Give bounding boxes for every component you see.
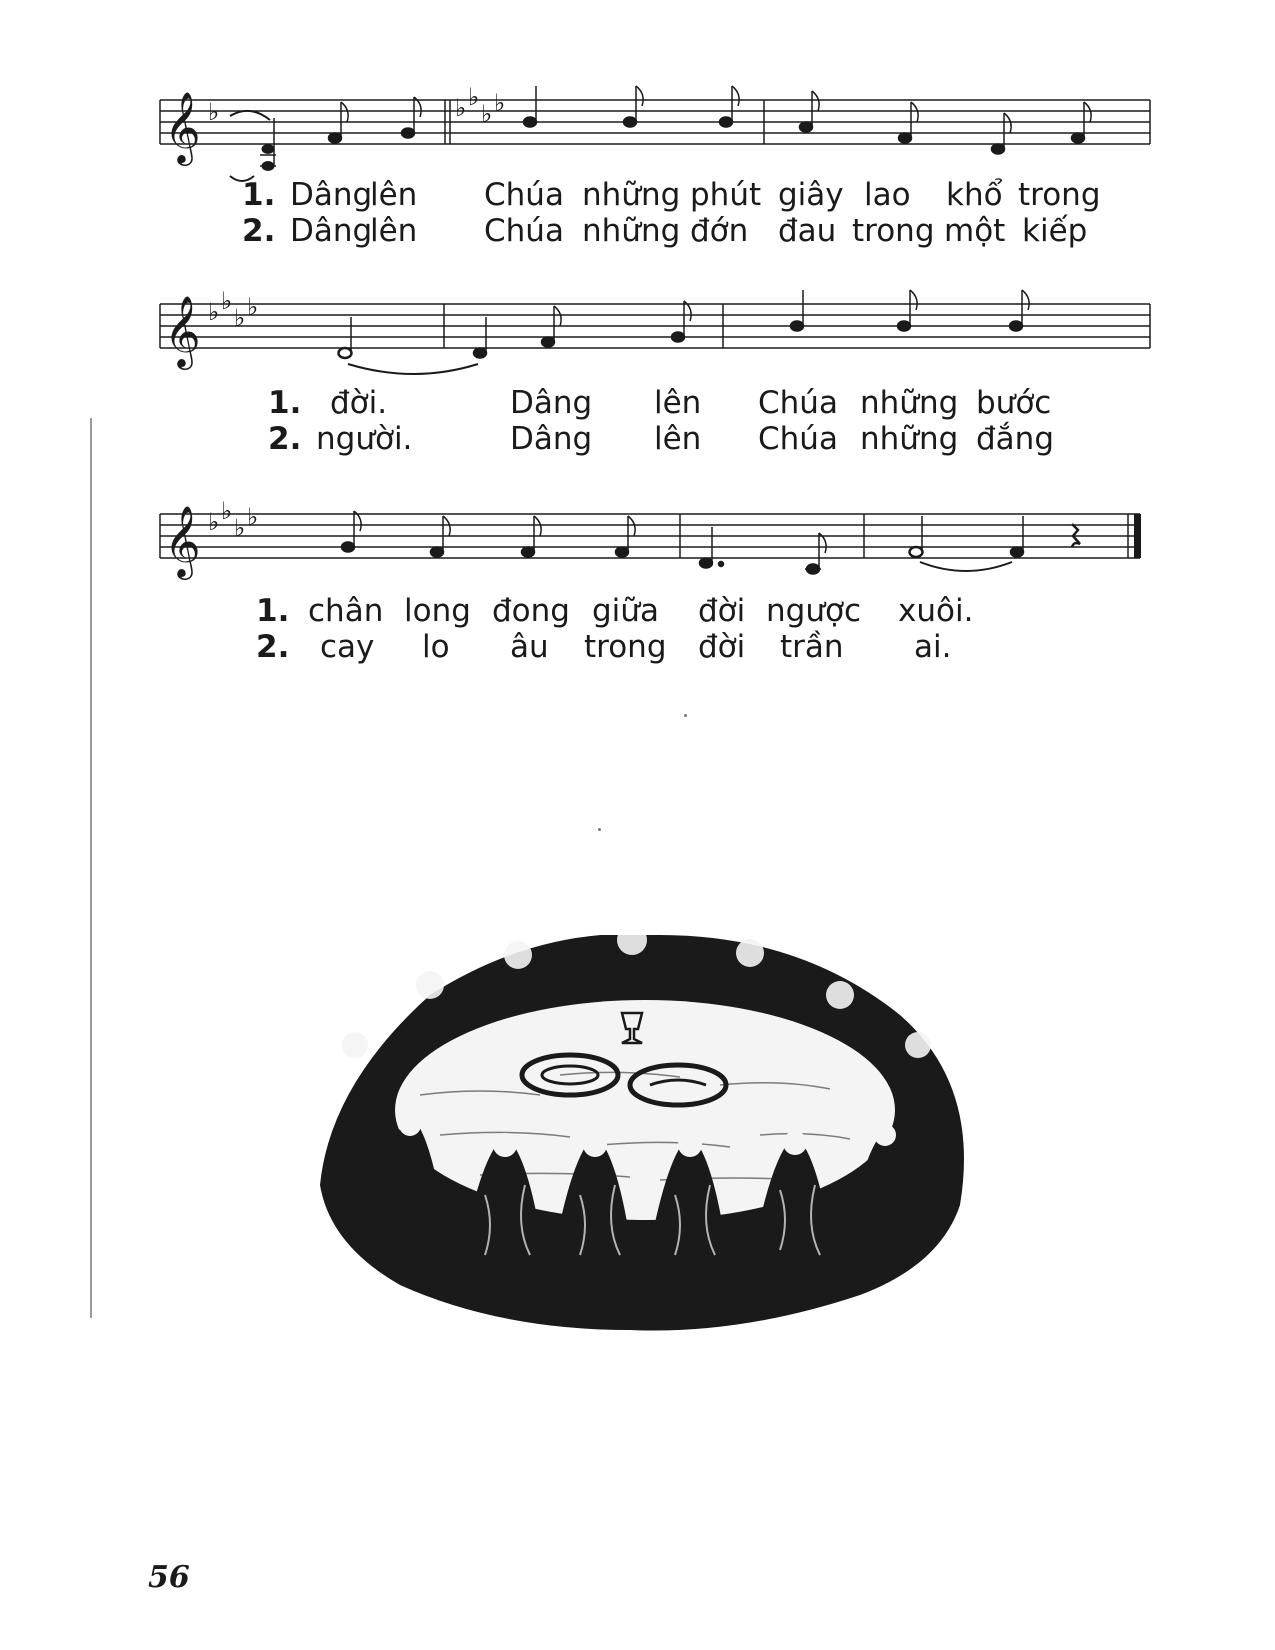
svg-text:♭: ♭ xyxy=(208,98,220,126)
lyric-line-verse-2 xyxy=(0,628,1275,666)
lyric-syllable: long xyxy=(404,593,471,629)
lyric-syllable: những xyxy=(582,177,681,213)
lyric-syllable: Dâng xyxy=(290,213,373,249)
lyric-syllable: đời xyxy=(698,629,746,665)
lyric-syllable: phút xyxy=(690,177,762,213)
margin-rule xyxy=(90,418,92,1318)
lyric-syllable: trong xyxy=(852,213,935,249)
lyric-syllable: trần xyxy=(780,629,844,665)
lyric-syllable: đời xyxy=(698,593,746,629)
page-number: 56 xyxy=(148,1560,190,1595)
lyric-syllable: bước xyxy=(976,385,1052,421)
lyric-syllable: Chúa xyxy=(758,385,838,421)
lyric-syllable: lao xyxy=(864,177,911,213)
lyric-syllable: cay xyxy=(320,629,375,665)
lyric-syllable: những xyxy=(582,213,681,249)
svg-text:♭: ♭ xyxy=(455,94,467,122)
lyric-syllable: Dâng xyxy=(510,421,593,457)
lyric-syllable: đời. xyxy=(330,385,388,421)
svg-text:♭: ♭ xyxy=(481,100,493,128)
lyric-syllable: những xyxy=(860,421,959,457)
lyric-syllable: Chúa xyxy=(758,421,838,457)
lyric-syllable: những xyxy=(860,385,959,421)
music-staff-3 xyxy=(150,494,1160,604)
lyric-syllable: đau xyxy=(778,213,837,249)
lyric-syllable: một xyxy=(944,213,1006,249)
verse-number: 1. xyxy=(242,177,276,213)
lyric-syllable: lên xyxy=(370,177,418,213)
lyric-line-verse-2 xyxy=(0,420,1275,458)
svg-text:♭: ♭ xyxy=(234,304,246,332)
lyric-syllable: Chúa xyxy=(484,177,564,213)
verse-number: 2. xyxy=(242,213,276,249)
lyric-syllable: lên xyxy=(654,385,702,421)
lyric-syllable: âu xyxy=(510,629,549,665)
lyric-line-verse-1 xyxy=(0,176,1275,214)
lyric-syllable: kiếp xyxy=(1022,213,1088,249)
lyric-syllable: xuôi. xyxy=(898,593,974,629)
lyric-syllable: đắng xyxy=(976,421,1054,457)
lyric-syllable: Chúa xyxy=(484,213,564,249)
svg-text:♭: ♭ xyxy=(221,287,233,315)
svg-text:♭: ♭ xyxy=(221,497,233,525)
lyric-line-verse-1 xyxy=(0,384,1275,422)
svg-text:♭: ♭ xyxy=(247,503,259,531)
lyric-syllable: ngược xyxy=(766,593,861,629)
lyric-syllable: giữa xyxy=(592,593,659,629)
verse-number: 2. xyxy=(268,421,302,457)
lyric-line-verse-1 xyxy=(0,592,1275,630)
svg-text:𝄞: 𝄞 xyxy=(164,504,201,577)
svg-text:♭: ♭ xyxy=(234,514,246,542)
lyric-syllable: lo xyxy=(422,629,450,665)
svg-text:♭: ♭ xyxy=(494,89,506,117)
svg-text:𝄞: 𝄞 xyxy=(164,294,201,367)
lyric-syllable: đong xyxy=(492,593,570,629)
scan-speck xyxy=(598,828,601,831)
scan-speck xyxy=(684,714,687,717)
lyric-syllable: ai. xyxy=(914,629,952,665)
lyric-syllable: giây xyxy=(778,177,844,213)
verse-number: 2. xyxy=(256,629,290,665)
svg-text:♭: ♭ xyxy=(208,508,220,536)
svg-text:♭: ♭ xyxy=(208,298,220,326)
svg-text:𝄞: 𝄞 xyxy=(164,90,201,163)
svg-text:♭: ♭ xyxy=(247,293,259,321)
lyric-syllable: đớn xyxy=(690,213,749,249)
lyric-syllable: lên xyxy=(370,213,418,249)
lyric-syllable: Dâng xyxy=(510,385,593,421)
lyric-syllable: người. xyxy=(316,421,413,457)
lyric-syllable: Dâng xyxy=(290,177,373,213)
lyric-syllable: khổ xyxy=(946,177,1003,213)
verse-number: 1. xyxy=(268,385,302,421)
svg-text:♭: ♭ xyxy=(468,83,480,111)
lyric-syllable: lên xyxy=(654,421,702,457)
music-staff-1 xyxy=(150,80,1160,190)
lyric-syllable: trong xyxy=(584,629,667,665)
verse-number: 1. xyxy=(256,593,290,629)
lyric-syllable: chân xyxy=(308,593,384,629)
lyric-syllable: trong xyxy=(1018,177,1101,213)
last-supper-woodcut-icon xyxy=(300,935,990,1335)
lyric-line-verse-2 xyxy=(0,212,1275,250)
music-staff-2 xyxy=(150,284,1160,394)
